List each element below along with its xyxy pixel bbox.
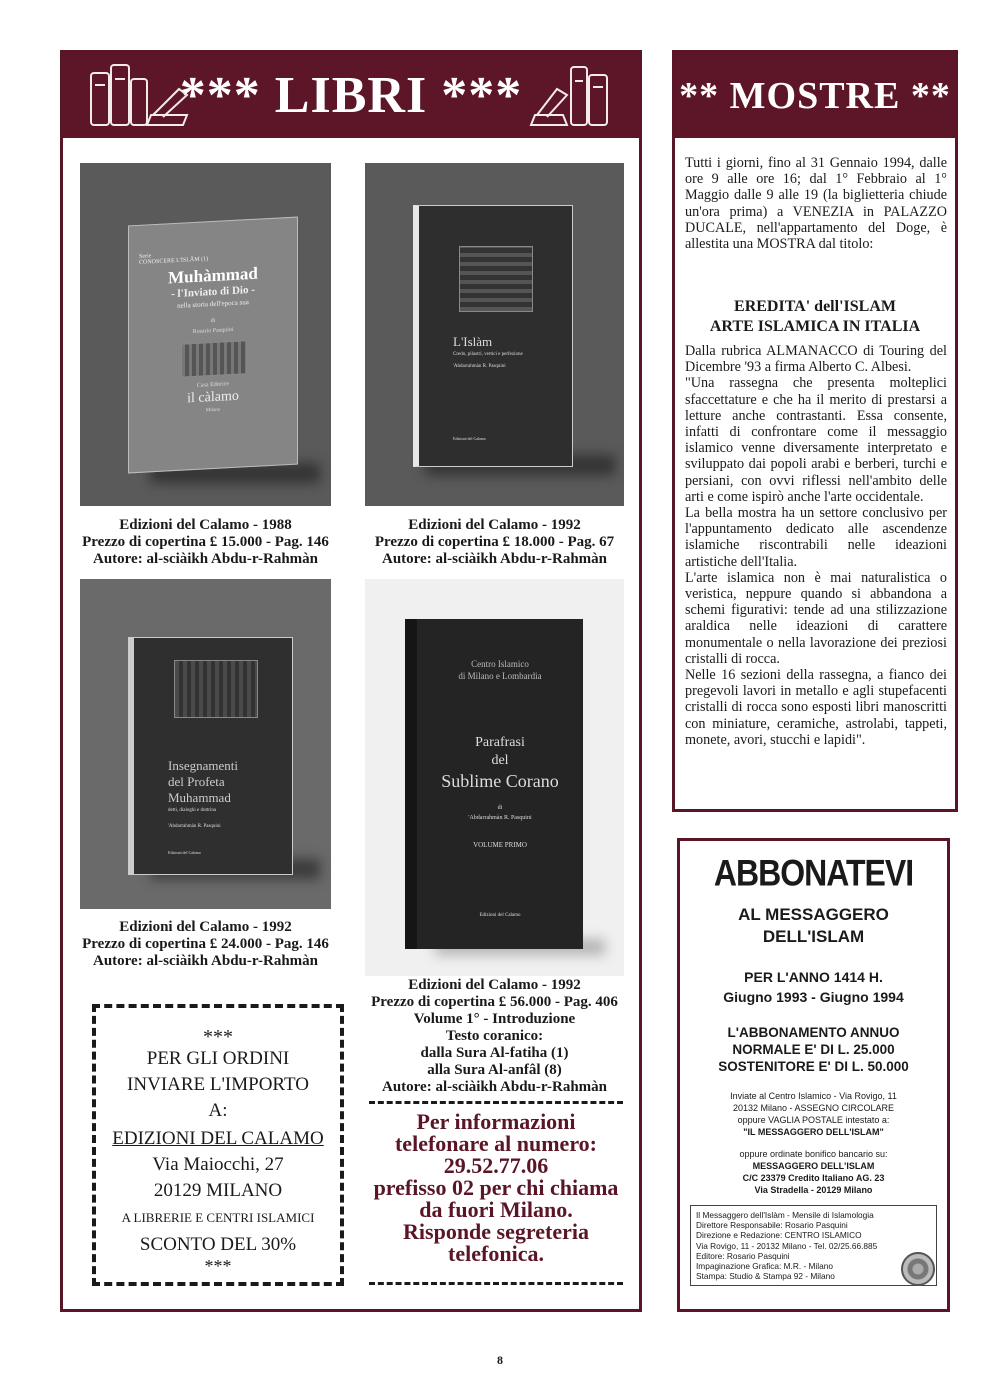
abbonatevi-year-2: Giugno 1993 - Giugno 1994: [723, 989, 904, 1005]
cover-top-2: di Milano e Lombardia: [458, 671, 542, 681]
book-photo-corano: [365, 579, 624, 976]
book-caption-1: Edizioni del Calamo - 1988 Prezzo di copertina £ 15.000 - Pag. 146 Autore: al-sciàikh Abdu-r-Rahmàn: [82, 517, 329, 567]
abbonatevi-send-1: Inviate al Centro Islamico - Via Rovigo, 11: [730, 1091, 897, 1101]
info-top-divider: [369, 1101, 623, 1104]
libri-title: *** LIBRI ***: [179, 67, 523, 124]
abbonatevi-bank-3: C/C 23379 Credito Italiano AG. 23: [742, 1173, 885, 1183]
cover-title-3: Muhammad: [168, 790, 231, 805]
orders-line-3: A:: [208, 1100, 228, 1121]
orders-line-1: PER GLI ORDINI: [146, 1048, 290, 1069]
cover-publisher-small: Casa Editrice: [196, 381, 230, 389]
mostre-section: [672, 50, 958, 812]
abbonatevi-section: [677, 838, 950, 1312]
mostre-body: Dalla rubrica ALMANACCO di Touring del Dicembre '93 a firma Alberto C. Albesi. "Una rassegna che presenta molteplici sfaccettature e che ha il merito di prestarsi a letture anche contrastanti. Essa consente, infatti di confrontare come il messaggio islamico venne diversamente interpretato e sviluppato dai popoli arabi e berberi, turchi e persiani, con ovvi riflessi nell'ambito delle arti e come ispirò anche l'arte occidentale. La bella mostra ha un settore conclusivo per l'appuntamento dedicato alle ascendenze islamiche riscontrabili nelle ideazioni artistiche dell'Italia. L'arte islamica non è mai naturalistica o veristica, neppure quando si abbandona a schemi figurativi: tende ad una stilizzazione araldica nelle ideazioni di carattere monumentale o nella lavorazione dei preziosi cristalli di rocca. Nelle 16 sezioni della rassegna, a fianco dei pregevoli lavori in metallo e agli stupefacenti cristalli di rocca sono esposti libri manoscritti con miniature, ceramiche, astrolabi, tappeti, monete, avori, stucchi e lapidi".: [685, 343, 947, 748]
cover-publisher: Edizioni del Calamo: [453, 436, 486, 441]
cover-top-1: Centro Islamico: [471, 659, 529, 669]
mostre-heading-2: ARTE ISLAMICA IN ITALIA: [709, 318, 921, 335]
books-icon-right: [527, 59, 617, 131]
abbonatevi-price-1: L'ABBONAMENTO ANNUO: [727, 1025, 900, 1040]
abbonatevi-bank-2: MESSAGGERO DELL'ISLAM: [752, 1161, 875, 1171]
cover-di: di: [210, 317, 216, 325]
cover-series: Serie CONOSCERE L'ISLÂM (1): [139, 253, 209, 266]
abbonatevi-title: ABBONATEVI: [713, 852, 914, 894]
mostre-intro: Tutti i giorni, fino al 31 Gennaio 1994, dalle ore 9 alle ore 16; dal 1° Febbraio al 1° Maggio dalle 9 alle 19 (la biglietteria chiude un'ora prima) a VENEZIA in PALAZZO DUCALE, nell'appartamento del Doge, è allestita una MOSTRA dal titolo:: [685, 155, 947, 253]
book-cover-corano: [405, 619, 583, 949]
cover-author: Rosario Pasquini: [192, 326, 234, 336]
orders-line-4: EDIZIONI DEL CALAMO: [112, 1128, 324, 1149]
orders-line-2: INVIARE L'IMPORTO: [127, 1074, 309, 1095]
book-cover-insegnamenti: [128, 637, 293, 875]
book-cover-islam: [413, 205, 573, 467]
cover-author: 'Abdarrahmàn R. Pasquini: [453, 364, 506, 369]
seal-logo-icon: [901, 1252, 935, 1286]
cover-title-2: del Profeta: [168, 774, 225, 789]
orders-line-7: A LIBRERIE E CENTRI ISLAMICI: [121, 1210, 315, 1225]
mostre-title: ** MOSTRE **: [679, 74, 951, 117]
abbonatevi-year-1: PER L'ANNO 1414 H.: [744, 969, 883, 985]
cover-di: di: [497, 805, 503, 811]
cover-publisher: il càlamo: [187, 388, 239, 407]
cover-title-1: Parafrasi: [475, 735, 525, 750]
cover-title-3: Sublime Corano: [441, 771, 559, 791]
book-photo-insegnamenti: [80, 579, 331, 909]
kufic-calligraphy: [459, 246, 533, 312]
abbonatevi-price-2: NORMALE E' DI L. 25.000: [732, 1042, 895, 1057]
cover-title: Muhàmmad: [168, 263, 258, 288]
orders-line-6: 20129 MILANO: [153, 1180, 283, 1201]
orders-stars-bottom: ***: [204, 1256, 232, 1276]
book-photo-muhammad: [80, 163, 331, 506]
page-number: 8: [497, 1353, 503, 1367]
orders-line-8: SCONTO DEL 30%: [139, 1234, 297, 1255]
abbonatevi-sub-2: DELL'ISLAM: [762, 927, 865, 946]
abbonatevi-sub-1: AL MESSAGGERO: [738, 905, 889, 924]
cover-title-2: del: [491, 753, 509, 768]
book-caption-3: Edizioni del Calamo - 1992 Prezzo di copertina £ 24.000 - Pag. 146 Autore: al-sciàikh Abdu-r-Rahmàn: [82, 919, 329, 969]
abbonatevi-send-2: 20132 Milano - ASSEGNO CIRCOLARE: [732, 1103, 895, 1113]
cover-publisher: Edizioni del Calamo: [479, 913, 521, 918]
cover-subtitle: detti, dialoghi e dottrina: [168, 808, 217, 813]
cover-subtitle: - l'Inviato di Dio -: [171, 283, 255, 301]
calligraphy-image: [174, 660, 258, 718]
books-icon-left: [83, 59, 193, 131]
abbonatevi-bank-4: Via Stradella - 20129 Milano: [754, 1185, 873, 1195]
mostre-heading-1: EREDITA' dell'ISLAM: [734, 298, 896, 315]
cover-subtitle: Credo, pilastri, vertici e perfezione: [453, 352, 523, 357]
book-cover-muhammad: [128, 217, 298, 474]
info-block: Per informazioni telefonare al numero: 29.52.77.06 prefisso 02 per chi chiama da fuori Milano. Risponde segreteria telefonica.: [373, 1109, 619, 1266]
abbonatevi-price-3: SOSTENITORE E' DI L. 50.000: [718, 1059, 909, 1074]
abbonatevi-bank-1: oppure ordinate bonifico bancario su:: [739, 1149, 888, 1159]
cover-title: L'Islàm: [453, 334, 493, 349]
abbonatevi-send-4: "IL MESSAGGERO DELL'ISLAM": [743, 1127, 884, 1137]
abbonatevi-send-3: oppure VAGLIA POSTALE intestato a:: [737, 1115, 890, 1125]
mostre-banner: [675, 53, 955, 138]
book-caption-2: Edizioni del Calamo - 1992 Prezzo di copertina £ 18.000 - Pag. 67 Autore: al-sciàikh Abdu-r-Rahmàn: [374, 517, 615, 567]
book-photo-islam: [365, 163, 624, 506]
cover-publisher: Edizioni del Calamo: [168, 850, 201, 855]
libri-section: [60, 50, 642, 1312]
info-bottom-divider: [369, 1282, 623, 1285]
cover-title-1: Insegnamenti: [168, 758, 239, 773]
orders-box: [92, 1004, 344, 1286]
book-caption-4: Edizioni del Calamo - 1992 Prezzo di copertina £ 56.000 - Pag. 406 Volume 1° - Introduzione Testo coranico: dalla Sura Al-fatiha (1) alla Sura Al-anfâl (8) Autore: al-sciàikh Abdu-r-Rahmàn: [371, 977, 618, 1095]
cover-volume: VOLUME PRIMO: [473, 841, 527, 849]
cover-author: 'Abdarrahmàn R. Pasquini: [168, 824, 221, 829]
cover-subtitle2: nella storia dell'epoca sua: [177, 298, 249, 310]
libri-banner: [63, 53, 639, 138]
colophon-box: Il Messaggero dell'Islàm - Mensile di Islamologia Direttore Responsabile: Rosario Pasquini Direzione e Redazione: CENTRO ISLAMICO Via Rovigo, 11 - 20132 Milano - Tel. 02/25.66.885 Editore: Rosario Pasquini Impaginazione Grafica: M.R. - Milano Stampa: Studio & Stampa 92 - Milano: [690, 1205, 937, 1286]
calligraphy-image: [181, 340, 247, 377]
orders-stars-top: ***: [203, 1026, 233, 1048]
cover-author: 'Abdarrahmàn R. Pasquini: [468, 815, 532, 821]
orders-line-5: Via Maiocchi, 27: [152, 1154, 284, 1175]
cover-city: Milano: [205, 407, 221, 414]
